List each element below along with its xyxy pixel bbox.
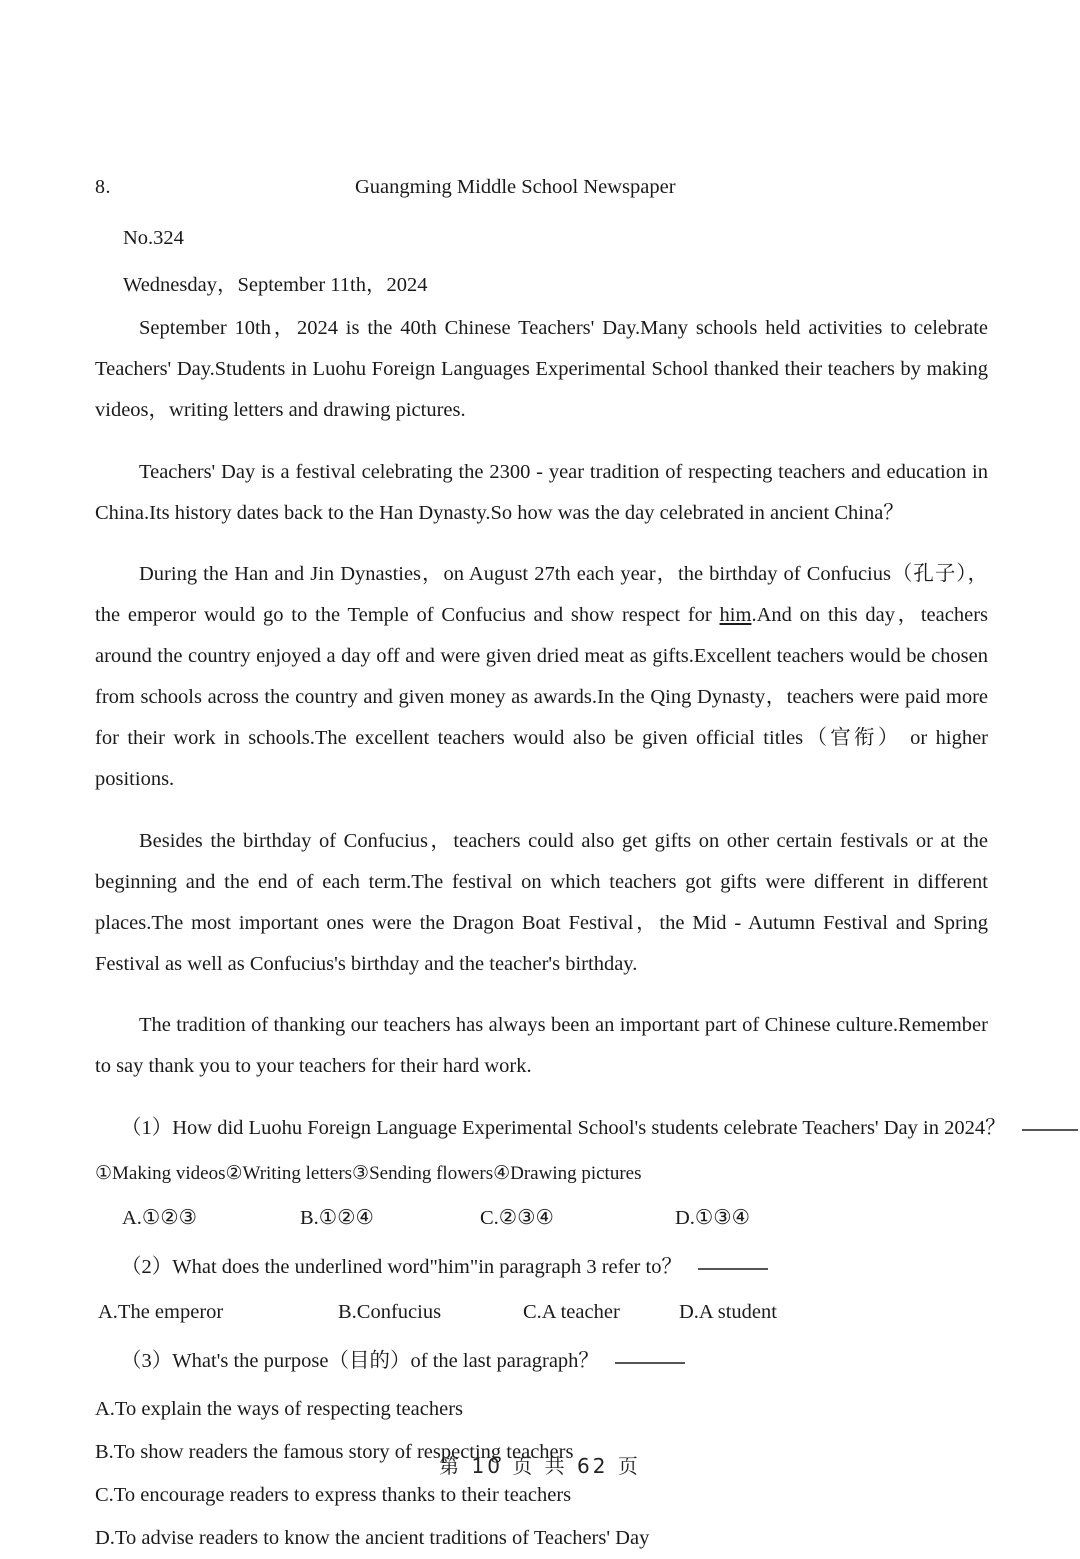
paragraph-3-before: During the Han and Jin Dynasties，on August 27th each year，the birthday of Confucius（孔子），the emperor would go to the Temple of Confucius and show respect for: [95, 563, 988, 626]
question-1-options: [95, 1198, 988, 1239]
question-2-option-b[interactable]: B.Confucius: [338, 1300, 442, 1323]
paragraph-3-after: .And on this day，teachers around the country enjoyed a day off and were given dried meat as gifts.Excellent teachers would be chosen from schools across the country and given money as awards.In the Qing Dynasty，teachers were paid more for their work in schools.The excellent teachers would also be given official titles（官衔） or higher positions.: [95, 604, 988, 790]
question-2-answer-blank[interactable]: [698, 1268, 768, 1270]
question-3-option-a[interactable]: A.To explain the ways of respecting teachers: [95, 1397, 463, 1420]
question-number: 8.: [95, 176, 111, 198]
issue-number: No.324: [123, 227, 184, 249]
question-3-option-b[interactable]: B.To show readers the famous story of respecting teachers: [95, 1440, 574, 1463]
question-3-option-d[interactable]: D.To advise readers to know the ancient traditions of Teachers' Day: [95, 1526, 650, 1549]
article-header: [95, 176, 988, 210]
question-1-option-b[interactable]: B.①②④: [300, 1206, 374, 1229]
underlined-word-him: him: [719, 604, 752, 626]
question-2-text: （2）What does the underlined word"him"in paragraph 3 refer to？: [121, 1255, 682, 1278]
question-1-items: ①Making videos②Writing letters③Sending flowers④Drawing pictures: [95, 1162, 642, 1184]
question-2-option-c[interactable]: C.A teacher: [523, 1300, 620, 1323]
question-1-option-a[interactable]: A.①②③: [122, 1206, 198, 1229]
question-1-answer-blank[interactable]: [1022, 1129, 1078, 1131]
question-3-stem: [95, 1341, 988, 1382]
question-2-stem: [95, 1247, 988, 1288]
question-2-options: [95, 1292, 988, 1333]
question-3-text: （3）What's the purpose（目的）of the last paragraph？: [121, 1349, 599, 1372]
question-1-option-d[interactable]: D.①③④: [675, 1206, 751, 1229]
question-2-option-a[interactable]: A.The emperor: [98, 1300, 224, 1323]
newspaper-masthead: Guangming Middle School Newspaper: [355, 176, 676, 198]
article-paragraph-5: The tradition of thanking our teachers has always been an important part of Chinese culture.Remember to say thank you to your teachers for their hard work.: [95, 1014, 988, 1077]
article-paragraph-2: Teachers' Day is a festival celebrating the 2300 - year tradition of respecting teachers and education in China.Its history dates back to the Han Dynasty.So how was the day celebrated in ancient China？: [95, 460, 988, 524]
issue-date: Wednesday，September 11th，2024: [123, 274, 428, 296]
question-3-option-c[interactable]: C.To encourage readers to express thanks to their teachers: [95, 1483, 572, 1506]
question-1-stem: [95, 1108, 1006, 1149]
document-content: [95, 176, 1006, 1559]
question-1-text: （1）How did Luohu Foreign Language Experimental School's students celebrate Teachers' Day in 2024？: [121, 1116, 1006, 1139]
article-paragraph-4: Besides the birthday of Confucius，teachers could also get gifts on other certain festivals or at the beginning and the end of each term.The festival on which teachers got gifts were different in different places.The most important ones were the Dragon Boat Festival，the Mid - Autumn Festival and Spring Festival as well as Confucius's birthday and the teacher's birthday.: [95, 829, 988, 975]
article-paragraph-1: September 10th，2024 is the 40th Chinese Teachers' Day.Many schools held activities to celebrate Teachers' Day.Students in Luohu Foreign Languages Experimental School thanked their teachers by making videos，writing letters and drawing pictures.: [95, 317, 988, 421]
page-footer: 第 10 页 共 62 页: [439, 1454, 641, 1478]
article-paragraph-3: [95, 554, 988, 800]
question-3-answer-blank[interactable]: [615, 1362, 685, 1364]
question-2-option-d[interactable]: D.A student: [679, 1300, 777, 1323]
question-1-option-c[interactable]: C.②③④: [480, 1206, 554, 1229]
